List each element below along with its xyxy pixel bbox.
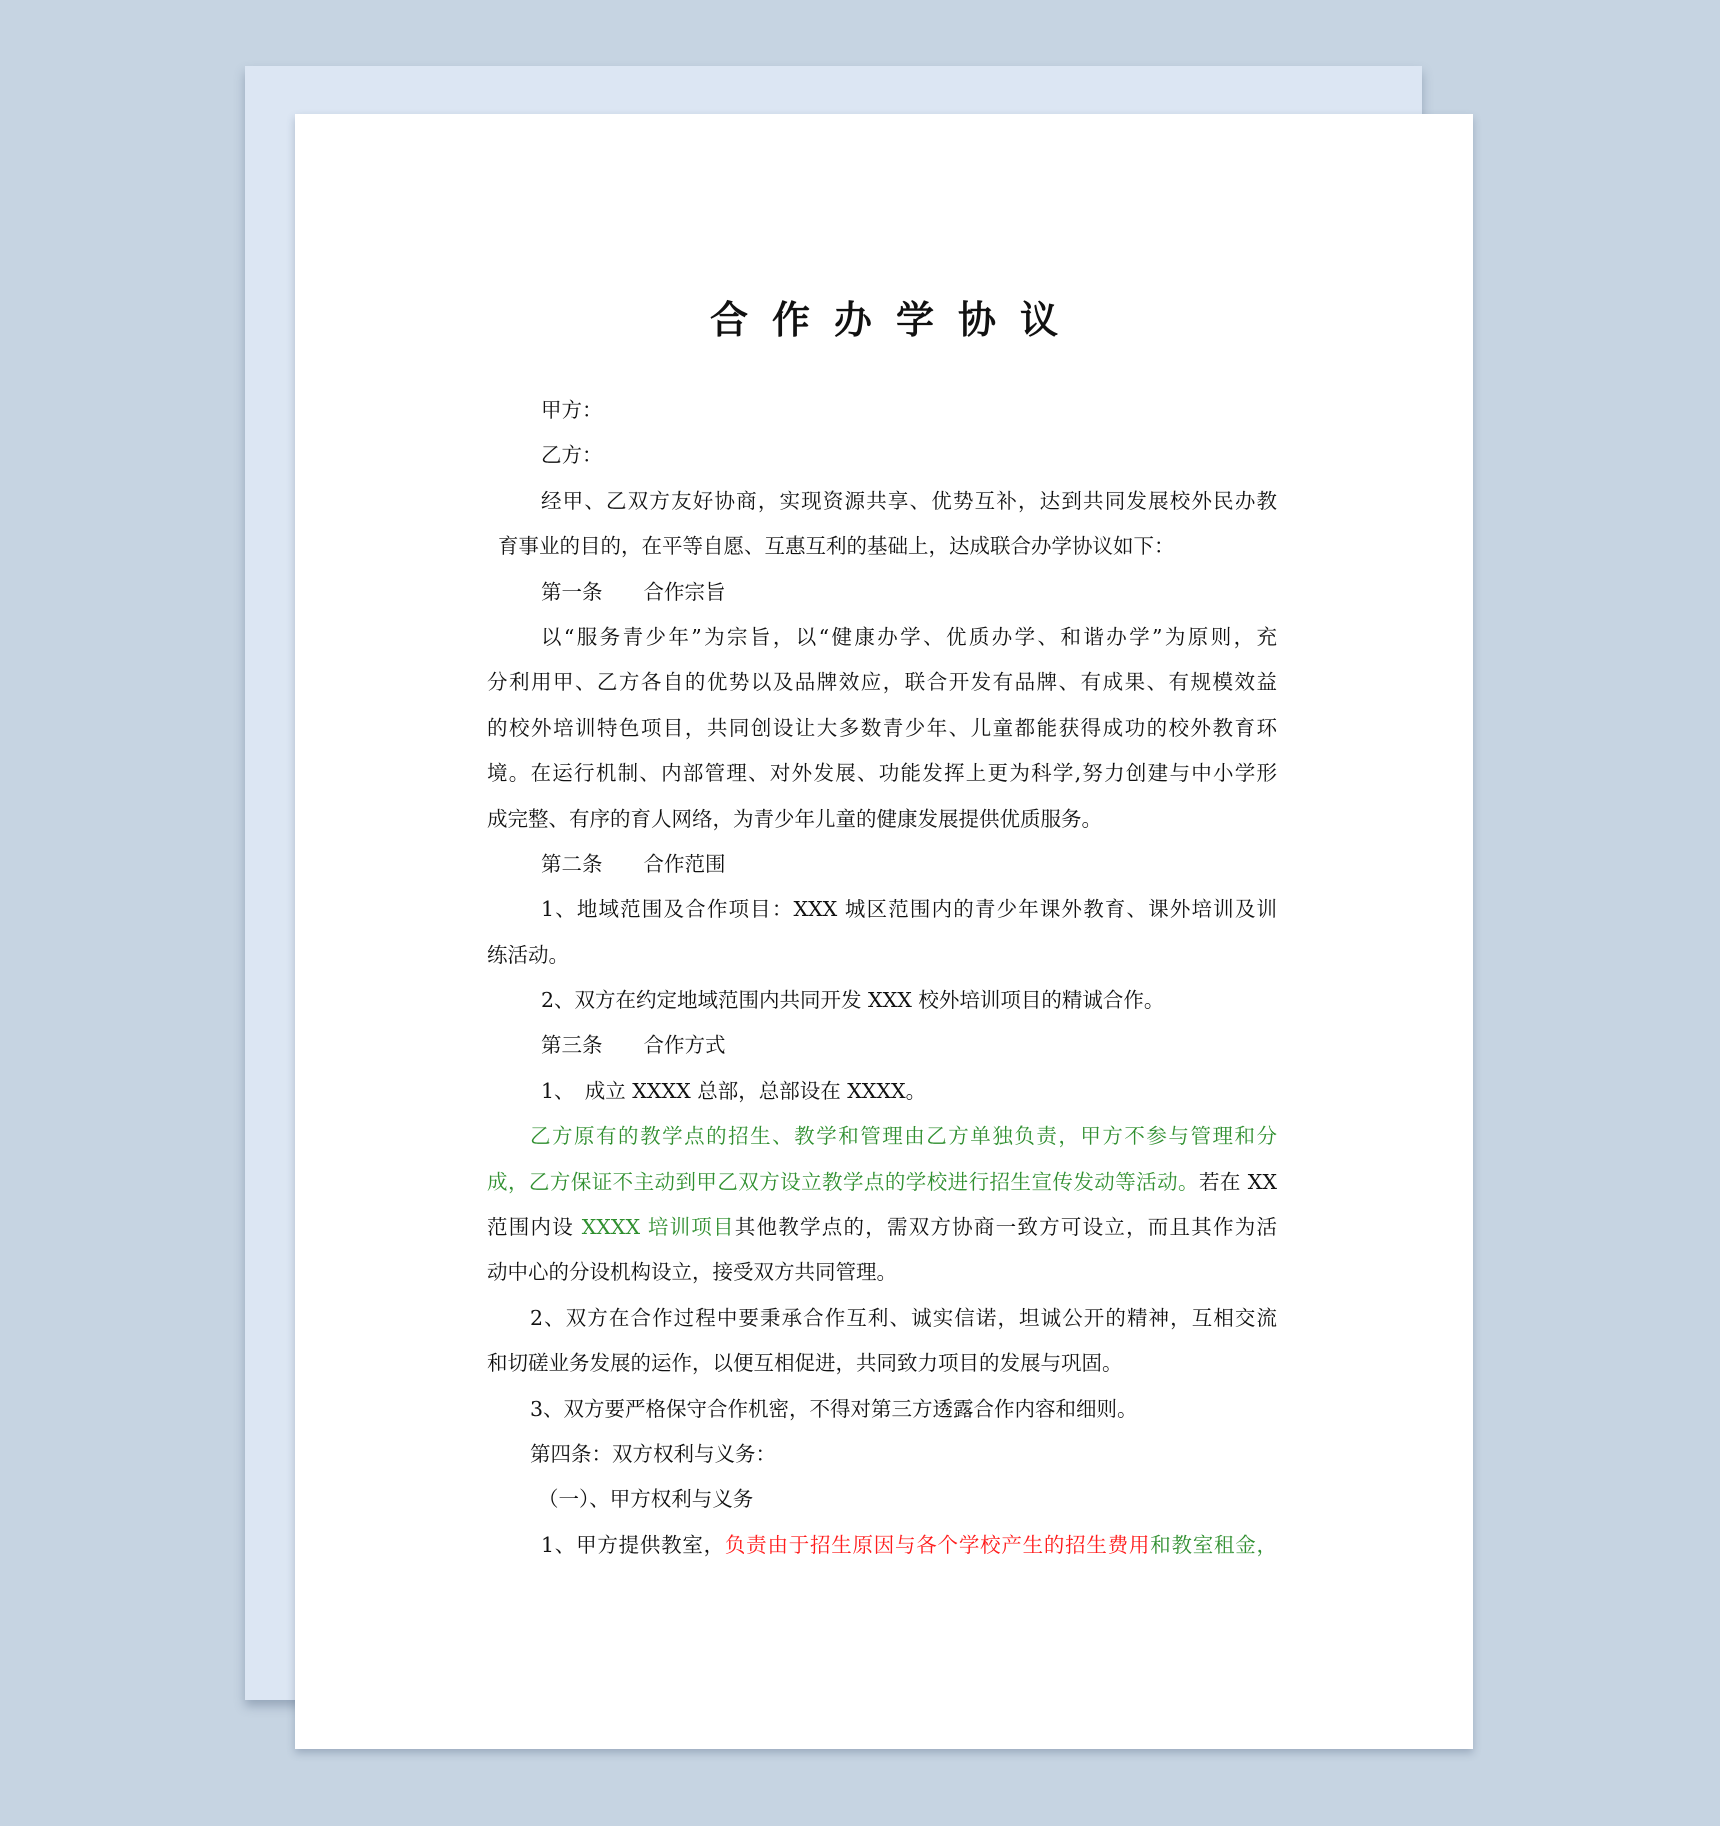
document-title: 合作办学协议 [709, 297, 1082, 342]
document-page [295, 114, 1473, 1749]
paragraph-line [487, 1114, 1277, 1159]
text-segment: 其他教学点的，需双方协商一致方可设立，而且其作为活 [734, 1215, 1277, 1240]
paragraph-line [487, 978, 1277, 1023]
text-segment: 境。在运行机制、内部管理、对外发展、功能发挥上更为科学,努力创建与中小学形 [487, 761, 1277, 786]
text-segment: 乙方： [541, 443, 603, 468]
text-segment: 第三条 合作方式 [541, 1033, 726, 1058]
text-segment: 3、双方要严格保守合作机密，不得对第三方透露合作内容和细则。 [530, 1396, 1138, 1421]
section-heading [487, 1477, 1277, 1522]
paragraph-line [487, 388, 1277, 433]
paragraph-line [487, 479, 1277, 524]
paragraph-line [487, 660, 1277, 705]
article-4-heading [487, 1432, 1277, 1477]
paragraph-line [487, 887, 1277, 932]
text-segment: （一）、甲方权利与义务 [538, 1487, 754, 1512]
text-segment: 动中心的分设机构设立，接受双方共同管理。 [487, 1260, 897, 1285]
paragraph-line [487, 1387, 1277, 1432]
paragraph-line [487, 524, 1277, 569]
paragraph-line [487, 1205, 1277, 1250]
paragraph-line [487, 706, 1277, 751]
paragraph-line [487, 1250, 1277, 1295]
text-segment: 和切磋业务发展的运作，以便互相促进，共同致力项目的发展与巩固。 [487, 1351, 1123, 1376]
text-segment: 1、 成立 XXXX 总部，总部设在 XXXX。 [541, 1078, 927, 1103]
text-segment: 若在 XX [1198, 1169, 1277, 1194]
article-3-heading [487, 1023, 1277, 1068]
paragraph-line [487, 1069, 1277, 1114]
text-segment: 乙方原有的教学点的招生、教学和管理由乙方单独负责，甲方不参与管理和分 [530, 1124, 1277, 1149]
text-segment: 负责由于招生原因与各个学校产生的招生费用 [724, 1532, 1151, 1557]
article-1-heading [487, 570, 1277, 615]
text-segment: 第二条 合作范围 [541, 851, 726, 876]
paragraph-line [487, 797, 1277, 842]
text-segment: 经甲、乙双方友好协商，实现资源共享、优势互补，达到共同发展校外民办教 [541, 488, 1277, 513]
text-segment: 和教室租金， [1150, 1532, 1278, 1557]
text-segment: 第一条 合作宗旨 [541, 579, 726, 604]
paragraph-line [487, 1523, 1277, 1568]
paragraph-line [487, 615, 1277, 660]
paragraph-line [487, 1160, 1277, 1205]
text-segment: 分利用甲、乙方各自的优势以及品牌效应，联合开发有品牌、有成果、有规模效益 [487, 670, 1277, 695]
text-segment: 育事业的目的，在平等自愿、互惠互利的基础上，达成联合办学协议如下： [498, 534, 1175, 559]
document-body [487, 388, 1277, 1568]
text-segment: 1、地域范围及合作项目：XXX 城区范围内的青少年课外教育、课外培训及训 [541, 897, 1277, 922]
text-segment: 成，乙方保证不主动到甲乙双方设立教学点的学校进行招生宣传发动等活动。 [487, 1169, 1199, 1194]
paragraph-line [487, 433, 1277, 478]
text-segment: 范围内设 [487, 1215, 582, 1240]
text-segment: XXXX 培训项目 [581, 1215, 735, 1240]
paragraph-line [487, 1296, 1277, 1341]
paragraph-line [487, 933, 1277, 978]
paragraph-line [487, 1341, 1277, 1386]
text-segment: 甲方： [541, 398, 603, 422]
text-segment: 第四条：双方权利与义务： [530, 1441, 776, 1466]
text-segment: 2、双方在合作过程中要秉承合作互利、诚实信诺，坦诚公开的精神，互相交流 [530, 1305, 1277, 1330]
text-segment: 练活动。 [487, 942, 569, 967]
text-segment: 的校外培训特色项目，共同创设让大多数青少年、儿童都能获得成功的校外教育环 [487, 715, 1277, 740]
text-segment: 以“服务青少年”为宗旨，以“健康办学、优质办学、和谐办学”为原则，充 [541, 624, 1277, 649]
paragraph-line [487, 751, 1277, 796]
text-segment: 1、甲方提供教室， [541, 1532, 725, 1557]
text-segment: 2、双方在约定地域范围内共同开发 XXX 校外培训项目的精诚合作。 [541, 988, 1165, 1013]
article-2-heading [487, 842, 1277, 887]
text-segment: 成完整、有序的育人网络，为青少年儿童的健康发展提供优质服务。 [487, 806, 1102, 831]
